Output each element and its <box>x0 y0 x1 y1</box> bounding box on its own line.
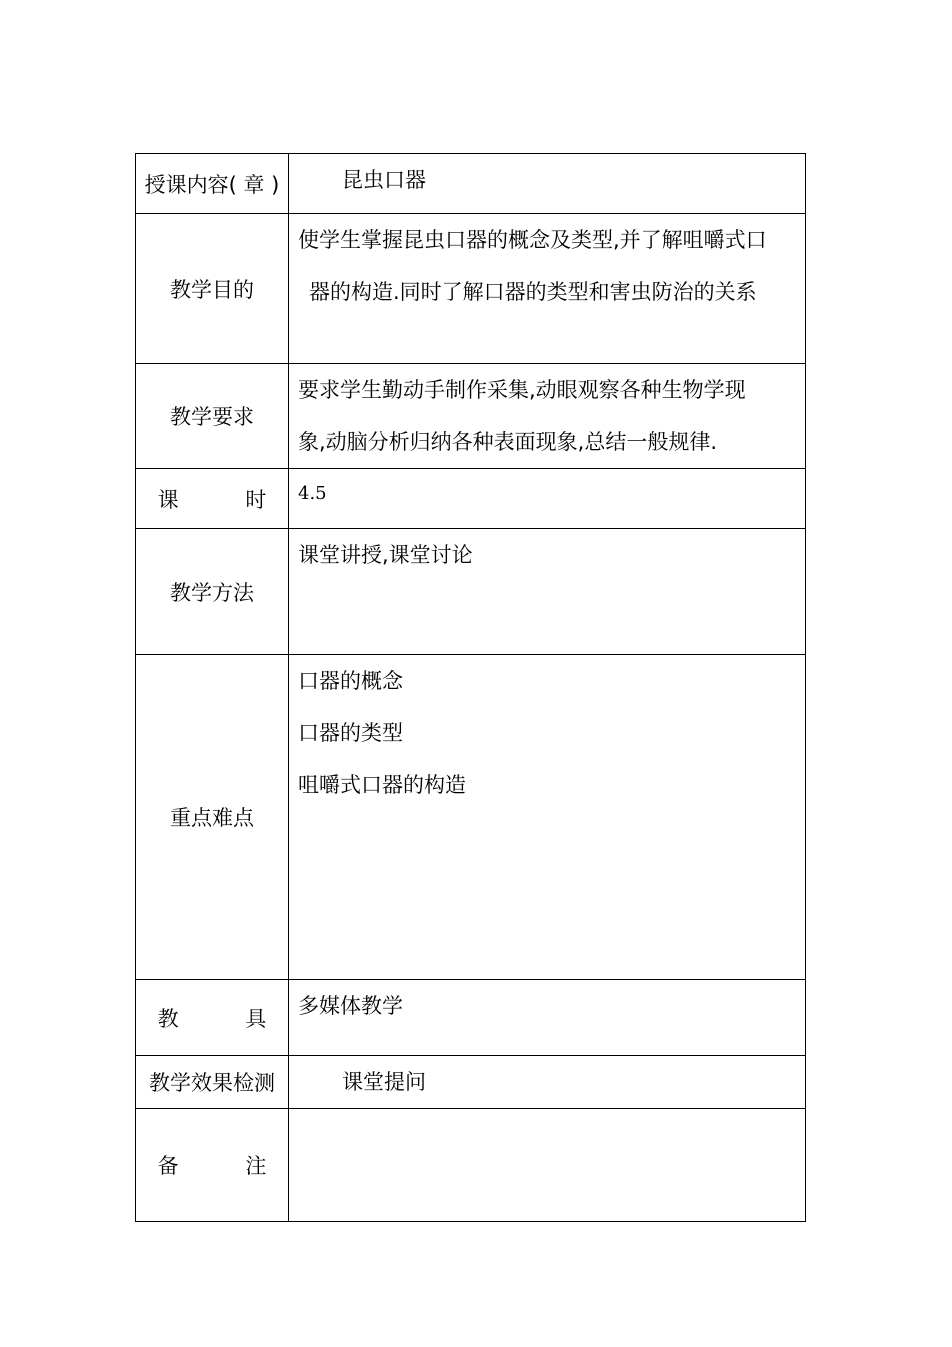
goal-line-2: 器的构造.同时了解口器的类型和害虫防治的关系 <box>309 280 757 304</box>
method-line: 课堂讲授,课堂讨论 <box>298 543 473 567</box>
value-key-difficult-points <box>289 655 806 980</box>
value-remarks <box>289 1109 806 1222</box>
value-teaching-method <box>289 529 806 655</box>
key-point-3: 咀嚼式口器的构造 <box>298 773 466 797</box>
value-class-hours <box>289 469 806 529</box>
value-content-chapter <box>289 154 806 214</box>
requirement-line-2: 象,动脑分析归纳各种表面现象,总结一般规律. <box>298 430 718 454</box>
chapter-title: 昆虫口器 <box>342 168 426 192</box>
label-teaching-method: 教学方法 <box>136 529 289 655</box>
table-row <box>136 980 806 1056</box>
label-content-chapter: 授课内容( 章 ) <box>136 154 289 214</box>
label-teaching-aids: 教 具 <box>136 980 289 1056</box>
table-row <box>136 655 806 980</box>
goal-line-1: 使学生掌握昆虫口器的概念及类型,并了解咀嚼式口 <box>298 228 767 252</box>
effect-check-line: 课堂提问 <box>342 1070 426 1094</box>
table-row <box>136 1056 806 1109</box>
lesson-plan-table <box>135 153 806 1222</box>
key-point-2: 口器的类型 <box>298 721 403 745</box>
value-teaching-goal <box>289 214 806 364</box>
table-row <box>136 529 806 655</box>
value-teaching-aids <box>289 980 806 1056</box>
key-point-1: 口器的概念 <box>298 669 403 693</box>
table-row <box>136 469 806 529</box>
label-key-difficult-points: 重点难点 <box>136 655 289 980</box>
table-row <box>136 214 806 364</box>
label-teaching-goal: 教学目的 <box>136 214 289 364</box>
class-hours-value: 4.5 <box>298 483 327 504</box>
label-remarks: 备 注 <box>136 1109 289 1222</box>
table-row <box>136 1109 806 1222</box>
label-teaching-requirement: 教学要求 <box>136 364 289 469</box>
table-row <box>136 364 806 469</box>
requirement-line-1: 要求学生勤动手制作采集,动眼观察各种生物学现 <box>298 378 746 402</box>
label-class-hours: 课 时 <box>136 469 289 529</box>
aids-line: 多媒体教学 <box>298 994 403 1018</box>
value-effect-check <box>289 1056 806 1109</box>
value-teaching-requirement <box>289 364 806 469</box>
label-effect-check: 教学效果检测 <box>136 1056 289 1109</box>
table-row <box>136 154 806 214</box>
